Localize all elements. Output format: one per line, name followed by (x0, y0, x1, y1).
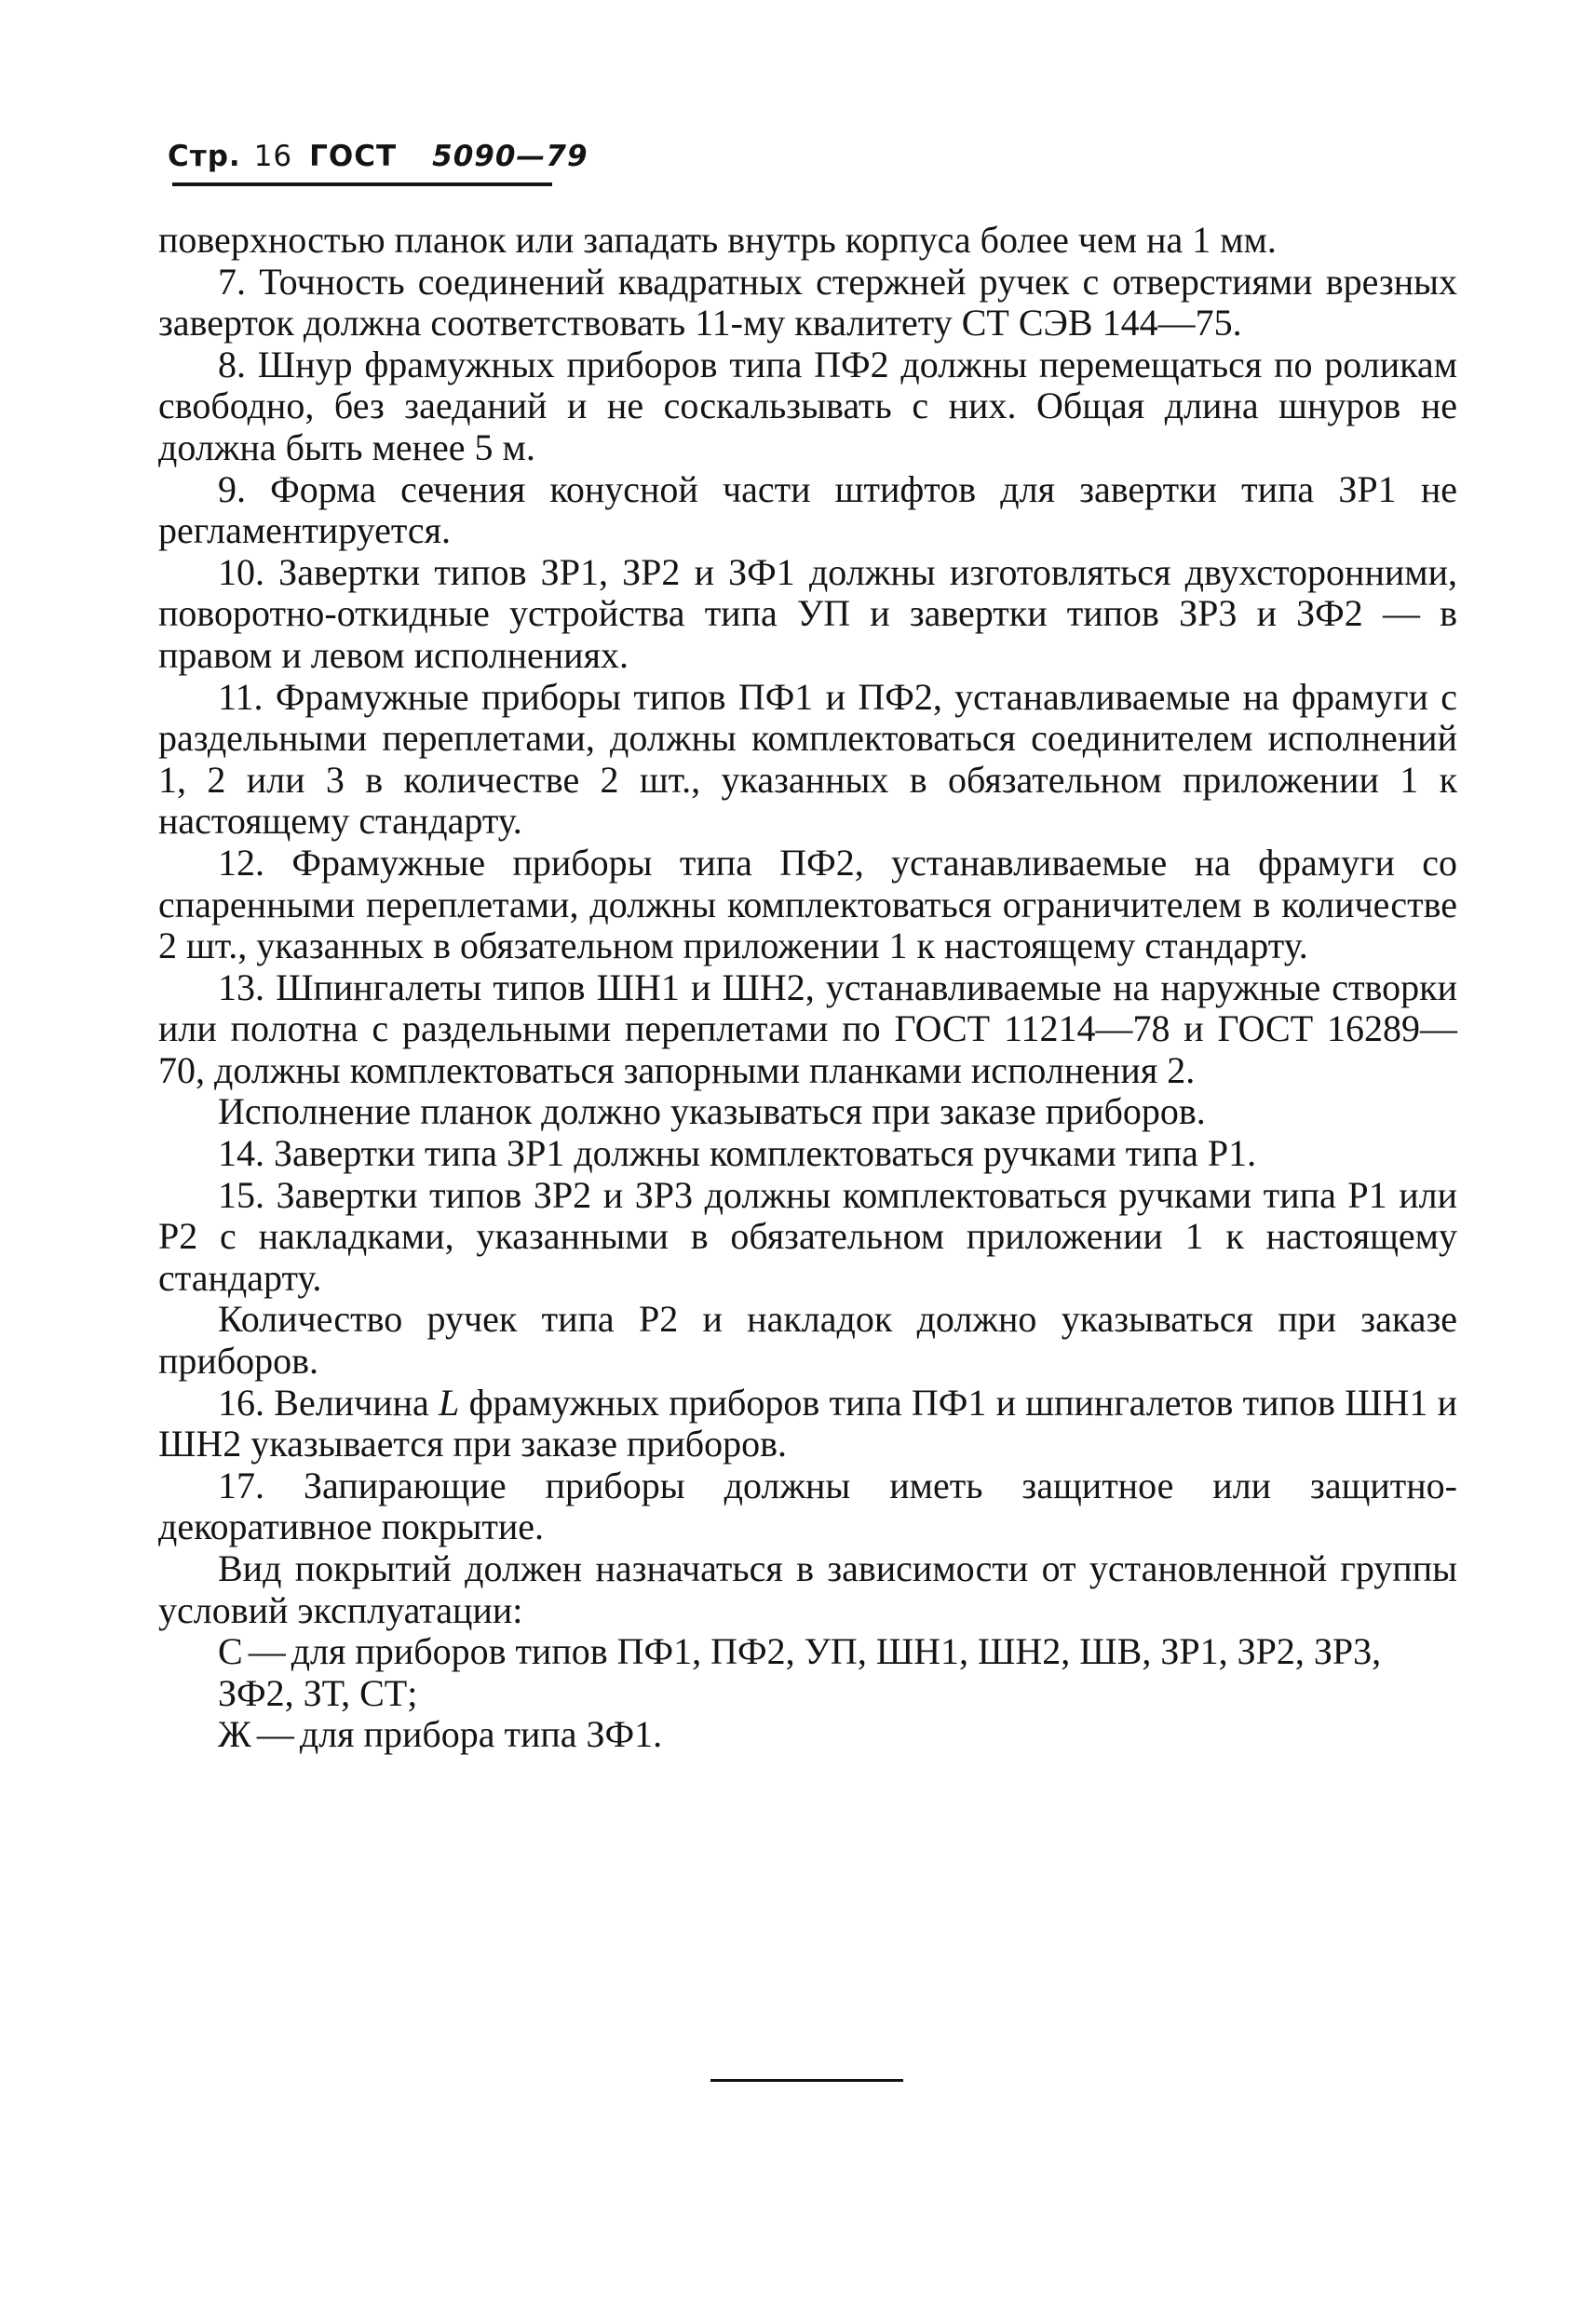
coating-c-letter: С (218, 1630, 243, 1673)
paragraph-16-number: 16. Величина (218, 1381, 429, 1424)
paragraph-16 (158, 1383, 1457, 1465)
paragraph-13-note: Исполнение планок должно указываться при заказе приборов. (218, 1090, 1206, 1133)
paragraph-17: 17. Запирающие приборы должны иметь защитное или защитно-декоративное покрытие. (158, 1464, 1457, 1548)
em-dash: — (256, 1713, 294, 1756)
coating-c-item (158, 1631, 1457, 1714)
paragraph-9: 9. Форма сечения конусной части штифтов для завертки типа ЗР1 не регламентируется. (158, 467, 1457, 552)
page-label: Стр. (168, 140, 241, 173)
paragraph-15-note: Количество ручек типа Р2 и накладок должно указываться при заказе приборов. (158, 1298, 1457, 1383)
document-body (158, 220, 1457, 1756)
paragraph-8: 8. Шнур фрамужных приборов типа ПФ2 должны перемещаться по роликам свободно, без заеданий и не соскальзывать с них. Общая длина шнуров не должна быть менее 5 м. (158, 343, 1457, 468)
paragraph-11: 11. Фрамужные приборы типов ПФ1 и ПФ2, устанавливаемые на фрамуги с раздельными переплетами, должны комплектоваться соединителем исполнений 1, 2 или 3 в количестве 2 шт., указанных в обязательном приложении 1 к настоящему стандарту. (158, 675, 1457, 843)
paragraph-14: 14. Завертки типа ЗР1 должны комплектоваться ручками типа Р1. (218, 1132, 1257, 1175)
coating-c-text: для приборов типов ПФ1, ПФ2, УП, ШН1, ШН2, ШВ, ЗР1, ЗР2, ЗР3, ЗФ2, ЗТ, СТ; (218, 1630, 1382, 1714)
coating-zh-letter: Ж (218, 1713, 251, 1756)
paragraph-7: 7. Точность соединений квадратных стержней ручек с отверстиями врезных заверток должна соответствовать 11-му квалитету СТ СЭВ 144—75. (158, 260, 1457, 344)
coating-zh-text: для прибора типа ЗФ1. (299, 1713, 663, 1756)
header-divider (172, 182, 552, 186)
standard-number: 5090—79 (432, 140, 588, 173)
paragraph-15: 15. Завертки типов ЗР2 и ЗР3 должны комплектоваться ручками типа Р1 или Р2 с накладками, указанными в обязательном приложении 1 к настоящему стандарту. (158, 1173, 1457, 1299)
standard-label: ГОСТ (309, 140, 398, 173)
paragraph-12: 12. Фрамужные приборы типа ПФ2, устанавливаемые на фрамуги со спаренными переплетами, должны комплектоваться ограничителем в количестве 2 шт., указанных в обязательном приложении 1 к настоящему стандарту. (158, 841, 1457, 967)
page-header (168, 140, 588, 173)
paragraph-10: 10. Завертки типов ЗР1, ЗР2 и ЗФ1 должны изготовляться двухсторонними, поворотно-откидные устройства типа УП и завертки типов ЗР3 и ЗФ2 — в правом и левом исполнениях. (158, 550, 1457, 676)
page-number: 16 (253, 140, 293, 173)
em-dash: — (248, 1630, 286, 1673)
end-of-text-divider (710, 2079, 903, 2082)
coating-zh-item (158, 1714, 1457, 1756)
paragraph-13: 13. Шпингалеты типов ШН1 и ШН2, устанавливаемые на наружные створки или полотна с раздельными переплетами по ГОСТ 11214—78 и ГОСТ 16289—70, должны комплектоваться запорными планками исполнения 2. (158, 965, 1457, 1091)
paragraph-17-note: Вид покрытий должен назначаться в зависимости от установленной группы условий эксплуатации: (158, 1547, 1457, 1631)
variable-l: L (439, 1381, 460, 1424)
paragraph-16-text: фрамужных приборов типа ПФ1 и шпингалетов типов ШН1 и ШН2 указывается при заказе приборов. (158, 1381, 1458, 1465)
paragraph-6-continuation: поверхностью планок или западать внутрь корпуса более чем на 1 мм. (158, 219, 1277, 261)
